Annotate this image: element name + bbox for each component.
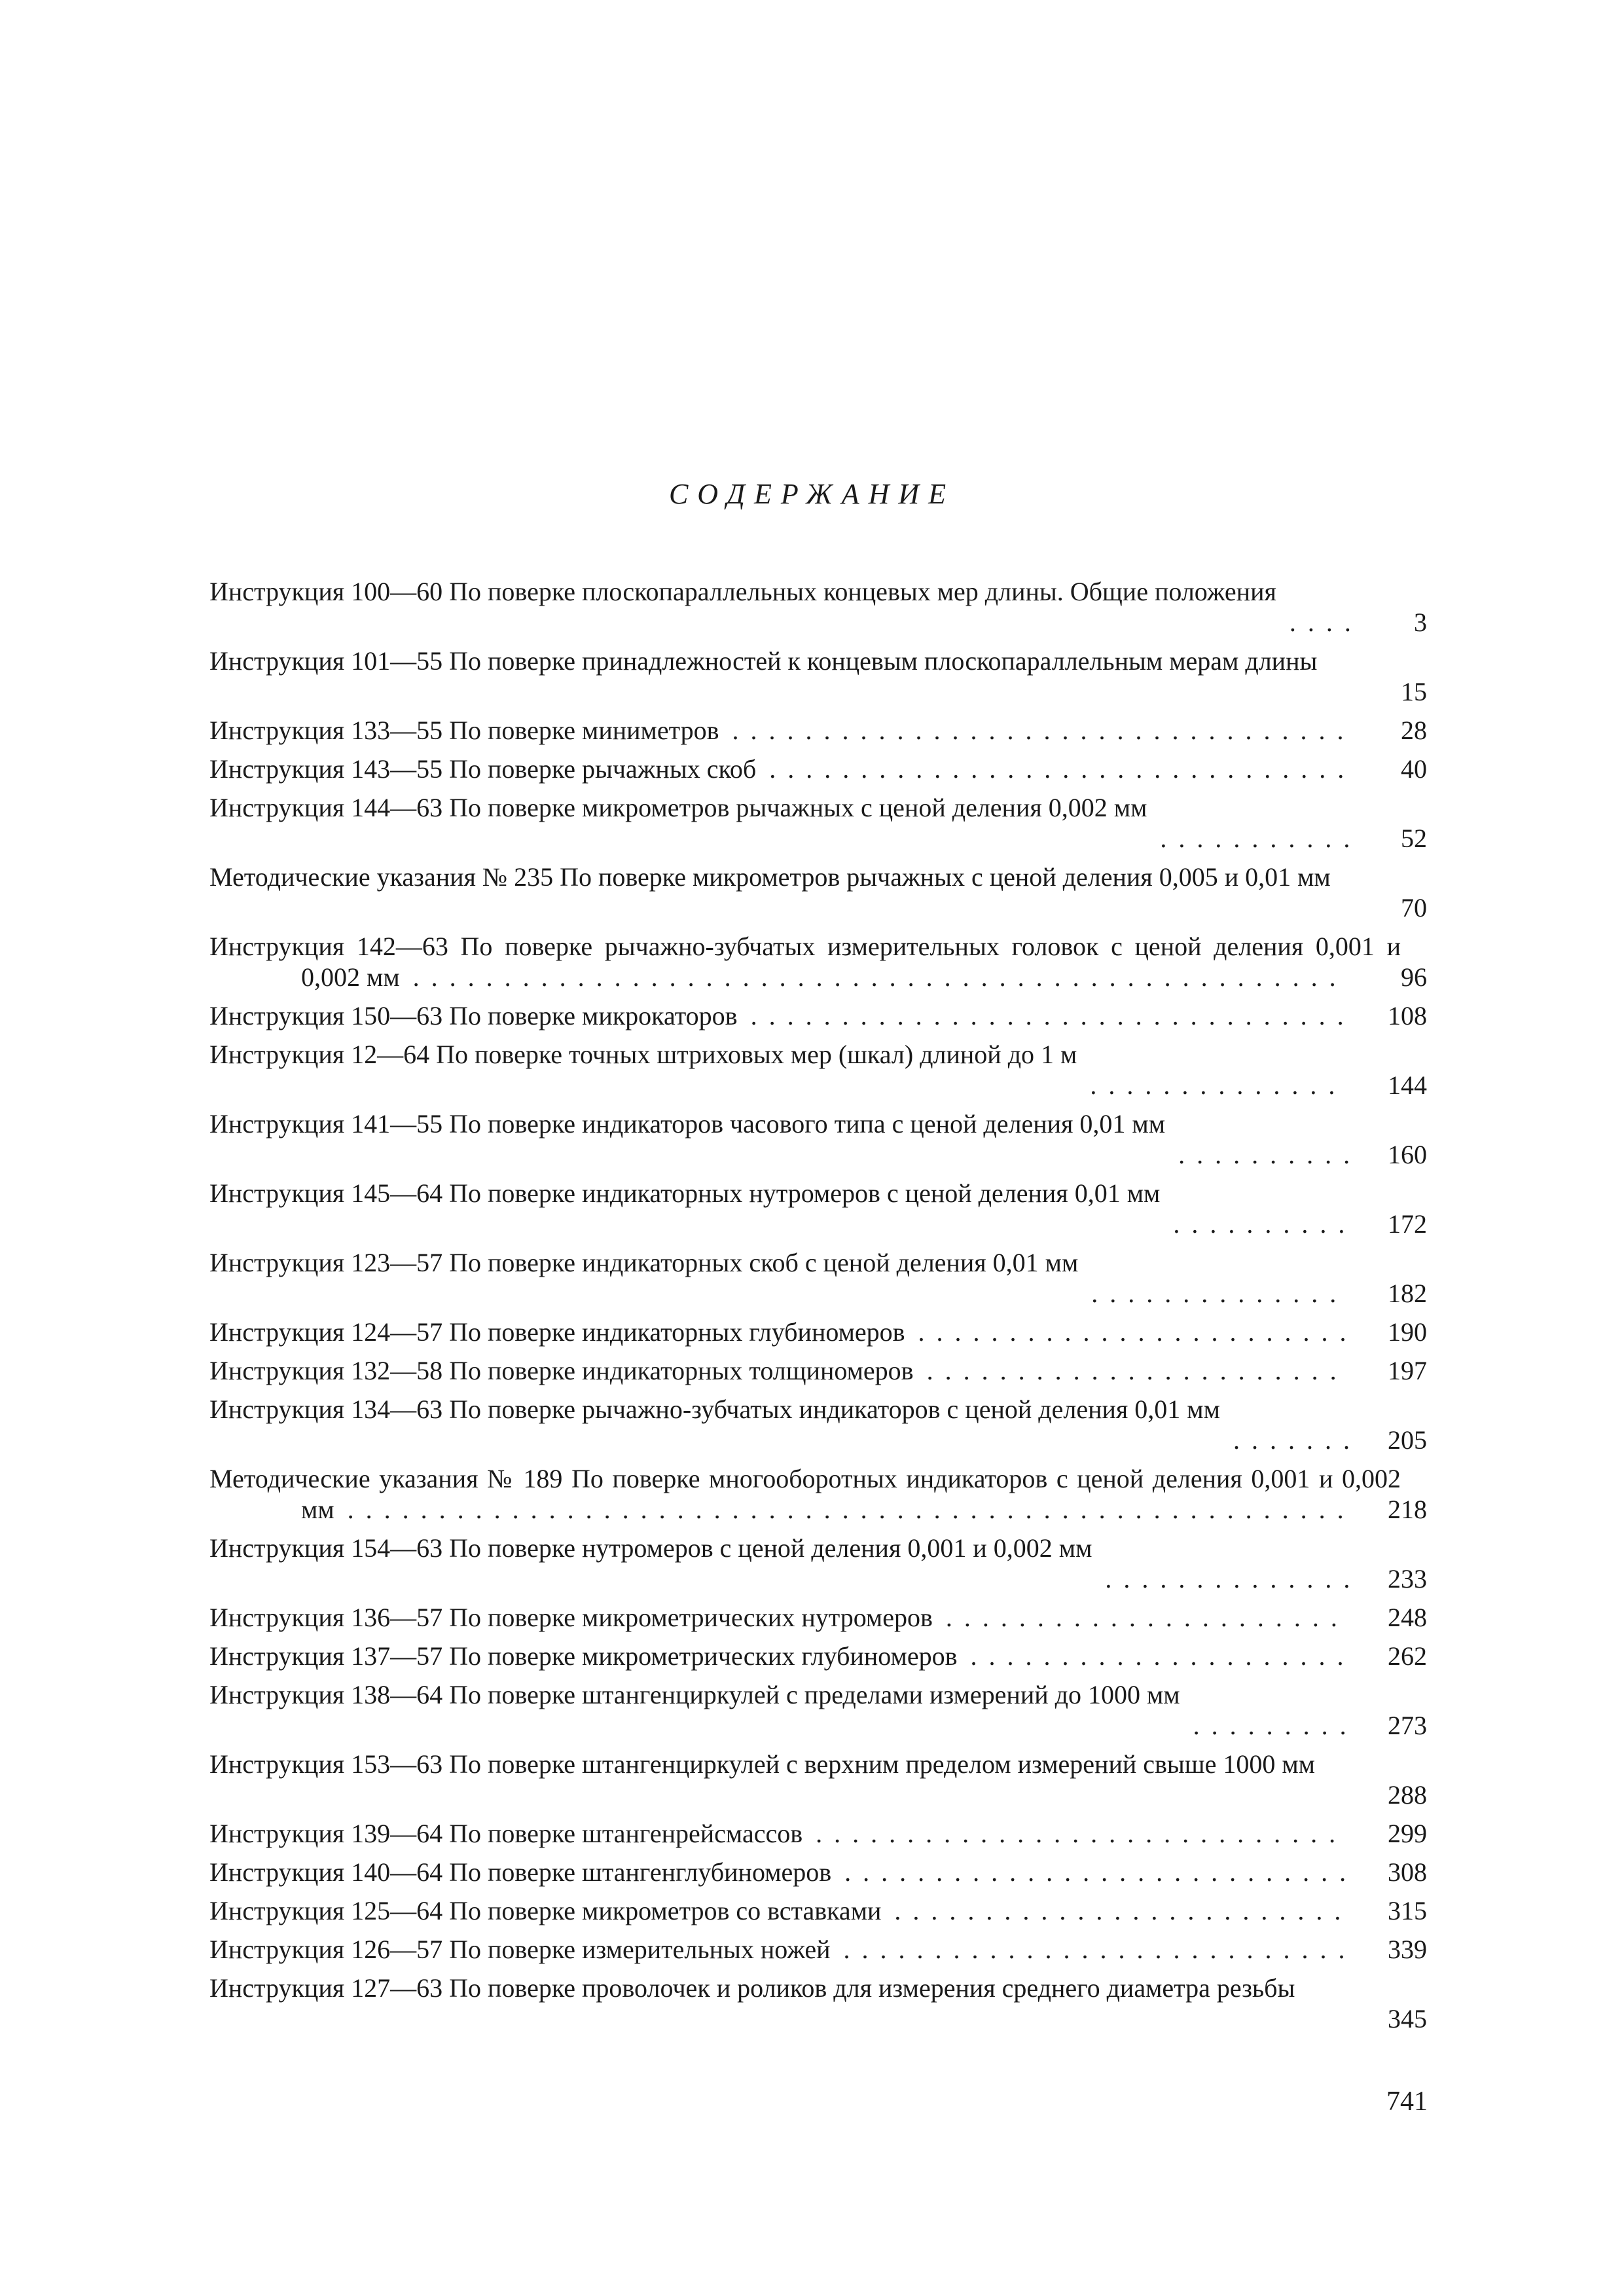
toc-entry-page: 273 xyxy=(1388,1711,1427,1740)
leader-dots: ............................. xyxy=(816,1819,1348,1848)
toc-entry xyxy=(209,754,1427,784)
toc-entry-page: 315 xyxy=(1388,1896,1427,1925)
toc-entry-page: 28 xyxy=(1401,716,1427,745)
leader-dots xyxy=(1308,2003,1309,2034)
toc-entry-title: Инструкция 133—55 По поверке миниметров xyxy=(209,716,719,745)
toc-entry-title: Инструкция 140—64 По поверке штангенглубиномеров xyxy=(209,1857,832,1887)
toc-entry-page: 96 xyxy=(1401,962,1427,992)
leader-dots: ......... xyxy=(1193,1711,1358,1740)
toc-entry xyxy=(209,1355,1427,1386)
toc-entry-title: Инструкция 145—64 По поверке индикаторных нутромеров с ценой деления 0,01 мм xyxy=(209,1178,1161,1208)
toc-entry-page: 299 xyxy=(1388,1819,1427,1848)
toc-entry xyxy=(209,1247,1427,1309)
toc-entry-page: 197 xyxy=(1388,1356,1427,1385)
toc-entry-title: Инструкция 101—55 По поверке принадлежностей к концевым плоскопараллельным мерам длины xyxy=(209,646,1318,676)
toc-entry-page: 172 xyxy=(1388,1209,1427,1239)
toc-entry xyxy=(209,1973,1427,2034)
toc-entry xyxy=(209,646,1427,707)
toc-entry xyxy=(209,1039,1427,1101)
toc-entry-page: 288 xyxy=(1388,1780,1427,1810)
toc-entry-page: 144 xyxy=(1388,1070,1427,1100)
leader-dots: .... xyxy=(1289,608,1363,637)
toc-entry-page: 308 xyxy=(1388,1857,1427,1887)
toc-entry-page: 108 xyxy=(1388,1001,1427,1030)
toc-entry-title: Инструкция 141—55 По поверке индикаторов часового типа с ценой деления 0,01 мм xyxy=(209,1109,1166,1139)
toc-entry-title: Инструкция 123—57 По поверке индикаторных скоб с ценой деления 0,01 мм xyxy=(209,1248,1079,1277)
toc-entry-title: Методические указания № 235 По поверке микрометров рычажных с ценой деления 0,005 и 0,01 мм xyxy=(209,862,1331,892)
toc-entry-title: Инструкция 142—63 По поверке рычажно-зубчатых измерительных головок с ценой деления 0,001 и 0,002 мм xyxy=(209,932,1401,992)
toc-entry xyxy=(209,931,1427,993)
toc-entry-title: Инструкция 124—57 По поверке индикаторных глубиномеров xyxy=(209,1317,905,1347)
toc-entry xyxy=(209,1394,1427,1455)
toc-entry xyxy=(209,1818,1427,1849)
toc-entry-page: 3 xyxy=(1414,608,1427,637)
leader-dots: ...................... xyxy=(945,1603,1349,1632)
toc-entry-page: 70 xyxy=(1401,893,1427,922)
page-number: 741 xyxy=(1386,2086,1428,2117)
toc-entry-title: Инструкция 143—55 По поверке рычажных скоб xyxy=(209,754,757,784)
toc-entry-title: Инструкция 139—64 По поверке штангенрейсмассов xyxy=(209,1819,803,1848)
leader-dots: ..................... xyxy=(970,1641,1356,1671)
leader-dots: .............. xyxy=(1091,1279,1348,1308)
toc-entry-page: 262 xyxy=(1388,1641,1427,1671)
toc-entry xyxy=(209,1857,1427,1887)
leader-dots: ....................................................... xyxy=(347,1495,1356,1524)
toc-entry-page: 182 xyxy=(1388,1279,1427,1308)
toc-entry xyxy=(209,862,1427,923)
toc-entry-page: 190 xyxy=(1388,1317,1427,1347)
toc-entry-title: Инструкция 137—57 По поверке микрометрических глубиномеров xyxy=(209,1641,958,1671)
toc-entry-title: Инструкция 125—64 По поверке микрометров со вставками xyxy=(209,1896,882,1925)
leader-dots: .................................. xyxy=(732,716,1356,745)
toc-entry-page: 52 xyxy=(1401,824,1427,853)
table-of-contents xyxy=(209,576,1427,2034)
toc-entry-page: 15 xyxy=(1401,677,1427,706)
toc-entry-page: 40 xyxy=(1401,754,1427,784)
toc-entry-title: Инструкция 150—63 По поверке микрокаторов xyxy=(209,1001,738,1030)
toc-entry-title: Инструкция 134—63 По поверке рычажно-зубчатых индикаторов с ценой деления 0,01 мм xyxy=(209,1394,1220,1424)
leader-dots: .......... xyxy=(1173,1209,1357,1239)
toc-entry-title: Инструкция 153—63 По поверке штангенциркулей с верхним пределом измерений свыше 1000 мм xyxy=(209,1749,1315,1779)
toc-entry xyxy=(209,1602,1427,1633)
leader-dots: .............. xyxy=(1105,1564,1362,1594)
toc-entry xyxy=(209,1749,1427,1810)
toc-entry xyxy=(209,1178,1427,1239)
toc-entry-title: Инструкция 132—58 По поверке индикаторных толщиномеров xyxy=(209,1356,914,1385)
leader-dots: ............................ xyxy=(844,1857,1358,1887)
toc-entry-title: Инструкция 100—60 По поверке плоскопараллельных концевых мер длины. Общие положения xyxy=(209,577,1276,606)
toc-entry-title: Инструкция 136—57 По поверке микрометрических нутромеров xyxy=(209,1603,933,1632)
toc-entry xyxy=(209,715,1427,746)
leader-dots: ................................ xyxy=(769,754,1356,784)
toc-entry-title: Инструкция 127—63 По поверке проволочек и роликов для измерения среднего диаметра резьбы xyxy=(209,1973,1295,2003)
leader-dots: ............................ xyxy=(843,1935,1357,1964)
toc-entry xyxy=(209,1108,1427,1170)
toc-entry-page: 345 xyxy=(1388,2004,1427,2033)
toc-entry xyxy=(209,1679,1427,1741)
toc-entry-title: Инструкция 154—63 По поверке нутромеров с ценой деления 0,001 и 0,002 мм xyxy=(209,1533,1092,1563)
toc-entry xyxy=(209,1317,1427,1347)
toc-entry-title: Инструкция 138—64 По поверке штангенциркулей с пределами измерений до 1000 мм xyxy=(209,1680,1180,1709)
toc-entry-page: 248 xyxy=(1388,1603,1427,1632)
toc-entry-title: Методические указания № 189 По поверке многооборотных индикаторов с ценой деления 0,001 и 0,002 мм xyxy=(209,1464,1401,1524)
toc-entry-title: Инструкция 12—64 По поверке точных штриховых мер (шкал) длиной до 1 м xyxy=(209,1040,1077,1069)
leader-dots: ....................... xyxy=(926,1356,1348,1385)
leader-dots: ................................................... xyxy=(412,962,1348,992)
toc-entry xyxy=(209,1533,1427,1594)
toc-entry xyxy=(209,1000,1427,1031)
leader-dots: ....... xyxy=(1233,1425,1362,1455)
leader-dots: ........... xyxy=(1160,824,1362,853)
toc-entry-page: 205 xyxy=(1388,1425,1427,1455)
toc-entry xyxy=(209,792,1427,854)
toc-entry-page: 233 xyxy=(1388,1564,1427,1594)
toc-entry xyxy=(209,1641,1427,1671)
leader-dots: .............. xyxy=(1090,1070,1347,1100)
leader-dots: ......................... xyxy=(894,1896,1353,1925)
leader-dots: ........................ xyxy=(918,1317,1358,1347)
toc-entry-page: 339 xyxy=(1388,1935,1427,1964)
toc-entry-page: 218 xyxy=(1388,1495,1427,1524)
toc-entry xyxy=(209,1463,1427,1525)
toc-entry-title: Инструкция 144—63 По поверке микрометров рычажных с ценой деления 0,002 мм xyxy=(209,793,1147,822)
toc-entry xyxy=(209,1934,1427,1965)
leader-dots: ................................. xyxy=(750,1001,1356,1030)
toc-entry xyxy=(209,576,1427,638)
leader-dots: .......... xyxy=(1178,1140,1362,1169)
page-title: СОДЕРЖАНИЕ xyxy=(668,478,956,510)
toc-entry-page: 160 xyxy=(1388,1140,1427,1169)
toc-entry xyxy=(209,1895,1427,1926)
toc-entry-title: Инструкция 126—57 По поверке измерительных ножей xyxy=(209,1935,831,1964)
